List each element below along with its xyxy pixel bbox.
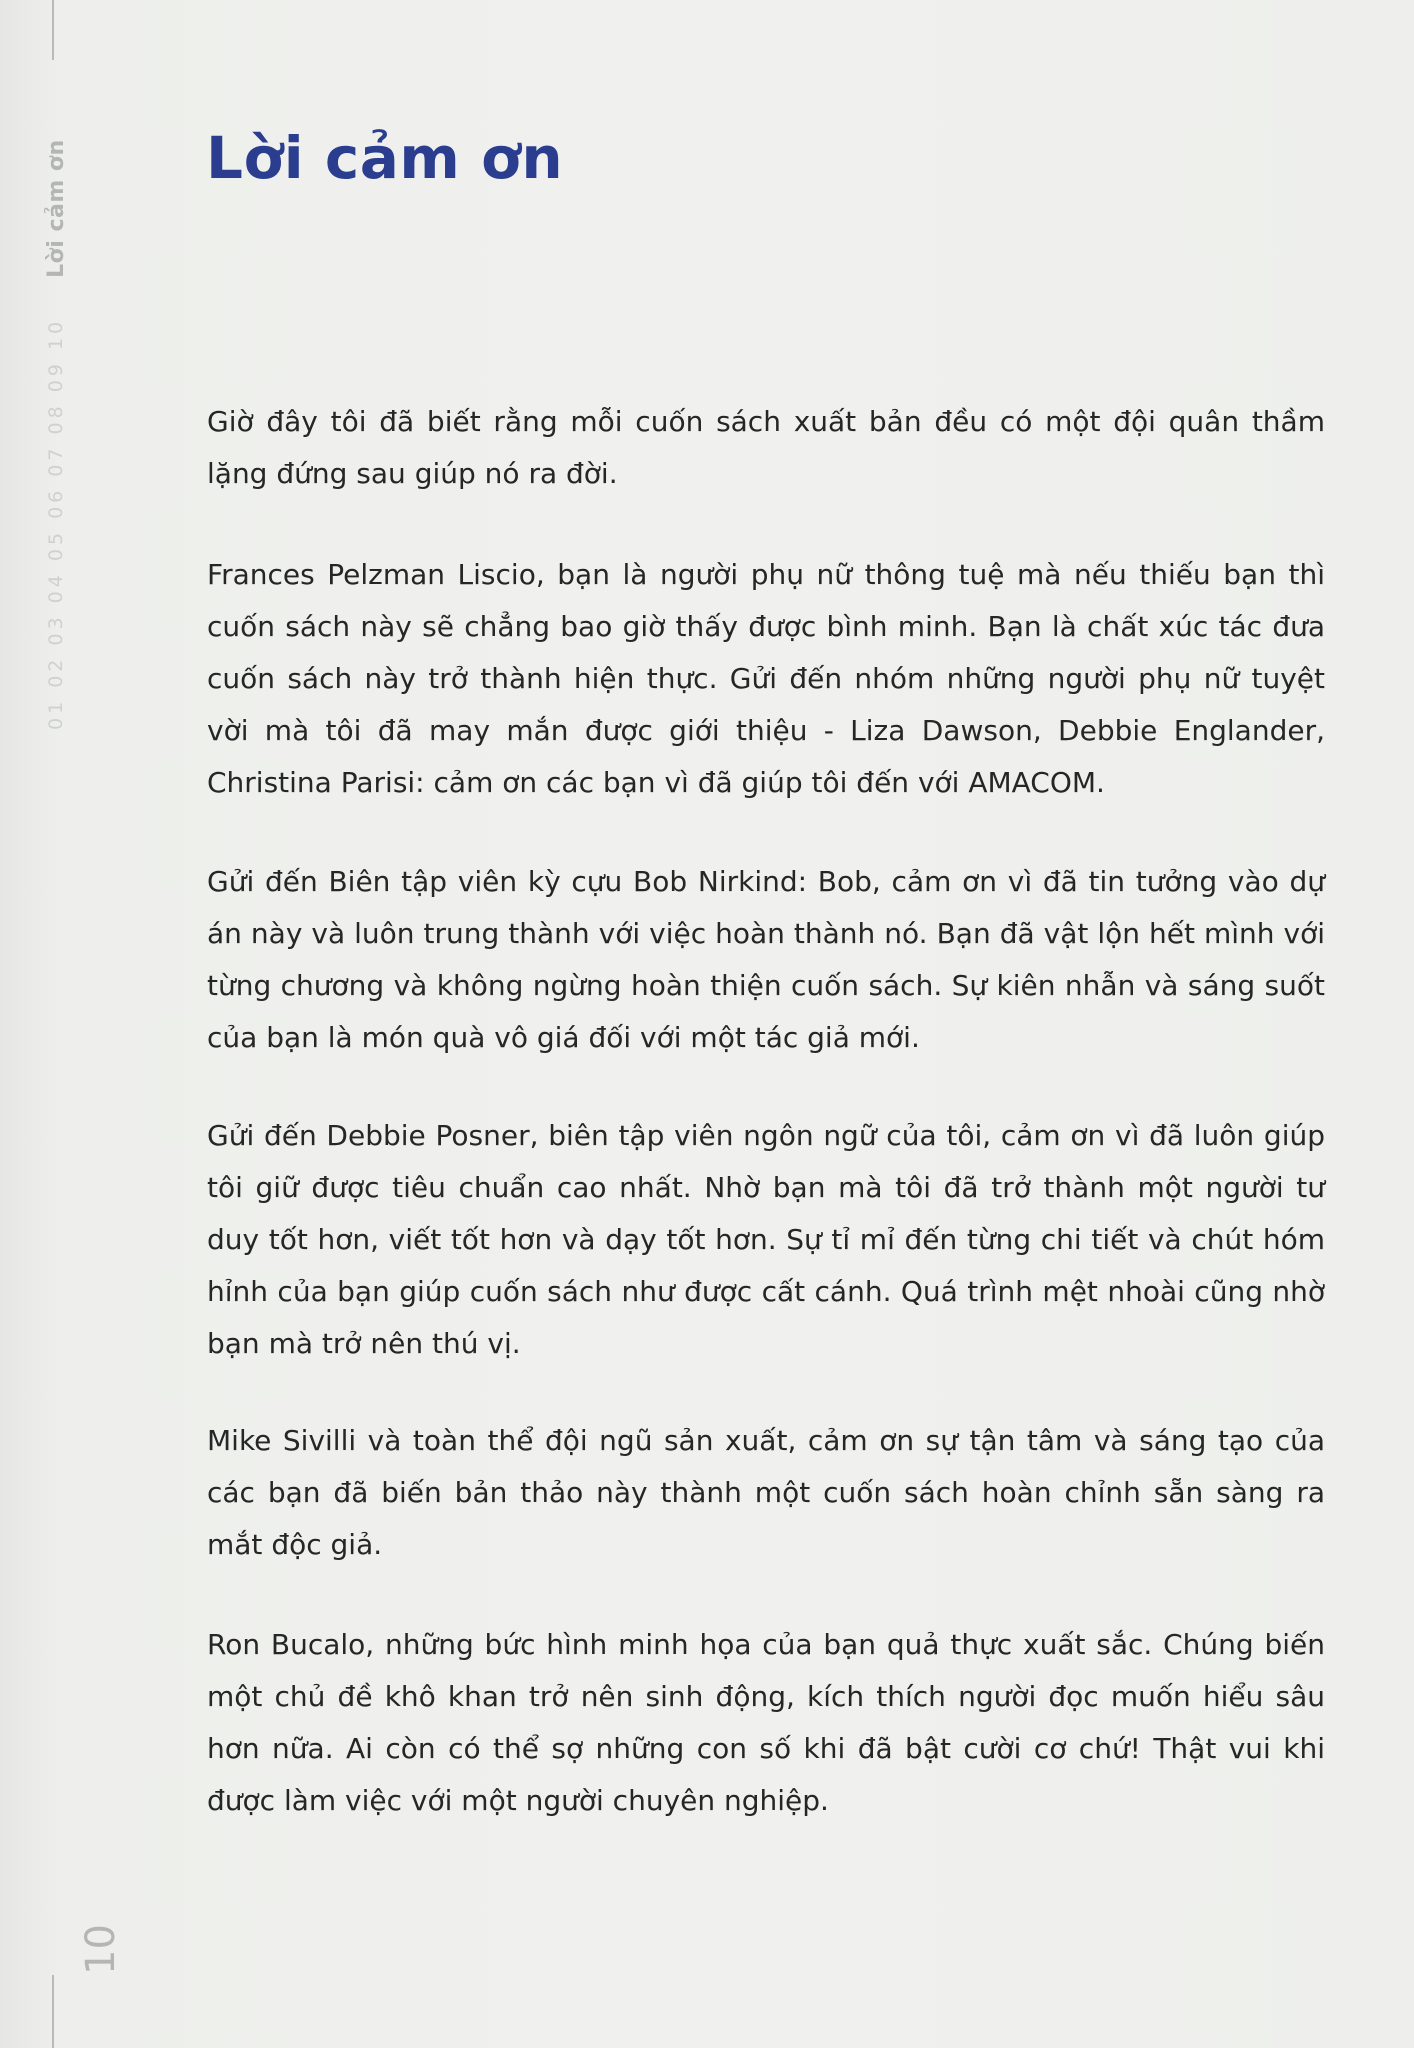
paragraph: Frances Pelzman Liscio, bạn là người phụ nữ thông tuệ mà nếu thiếu bạn thì cuốn sách này sẽ chẳng bao giờ thấy được bình minh. Bạn là chất xúc tác đưa cuốn sách này trở thành hiện thực. Gửi đến nhóm những người phụ nữ tuyệt vời mà tôi đã may mắn được giới thiệu - Liza Dawson, Debbie Englander, Christina Parisi: cảm ơn các bạn vì đã giúp tôi đến với AMACOM.	[207, 558, 1325, 799]
margin-rule-top	[52, 0, 54, 60]
page-number	[30, 1915, 124, 1975]
margin-rule-bottom	[52, 1975, 54, 2048]
chapter-sidebar-rotated	[36, 80, 76, 730]
sidebar-chapter-title: Lời cảm ơn	[43, 139, 69, 278]
paragraph: Gửi đến Biên tập viên kỳ cựu Bob Nirkind: Bob, cảm ơn vì đã tin tưởng vào dự án này và luôn trung thành với việc hoàn thành nó. Bạn đã vật lộn hết mình với từng chương và không ngừng hoàn thiện cuốn sách. Sự kiên nhẫn và sáng suốt của bạn là món quà vô giá đối với một tác giả mới.	[207, 865, 1325, 1054]
paragraph: Mike Sivilli và toàn thể đội ngũ sản xuất, cảm ơn sự tận tâm và sáng tạo của các bạn đã biến bản thảo này thành một cuốn sách hoàn chỉnh sẵn sàng ra mắt độc giả.	[207, 1424, 1325, 1561]
paragraph: Gửi đến Debbie Posner, biên tập viên ngôn ngữ của tôi, cảm ơn vì đã luôn giúp tôi giữ được tiêu chuẩn cao nhất. Nhờ bạn mà tôi đã trở thành một người tư duy tốt hơn, viết tốt hơn và dạy tốt hơn. Sự tỉ mỉ đến từng chi tiết và chút hóm hỉnh của bạn giúp cuốn sách như được cất cánh. Quá trình mệt nhoài cũng nhờ bạn mà trở nên thú vị.	[207, 1119, 1325, 1360]
page-title: Lời cảm ơn	[206, 124, 564, 192]
paragraph: Ron Bucalo, những bức hình minh họa của bạn quả thực xuất sắc. Chúng biến một chủ đề khô khan trở nên sinh động, kích thích người đọc muốn hiểu sâu hơn nữa. Ai còn có thể sợ những con số khi đã bật cười cơ chứ! Thật vui khi được làm việc với một người chuyên nghiệp.	[207, 1628, 1325, 1817]
paragraph: Giờ đây tôi đã biết rằng mỗi cuốn sách xuất bản đều có một đội quân thầm lặng đứng sau giúp nó ra đời.	[207, 405, 1325, 490]
page-number-text: 10	[78, 1924, 124, 1975]
sidebar-chapter-numbers: 01 02 03 04 05 06 07 08 09 10	[45, 317, 67, 730]
chapter-sidebar	[36, 80, 76, 730]
body-text	[207, 396, 1325, 1872]
